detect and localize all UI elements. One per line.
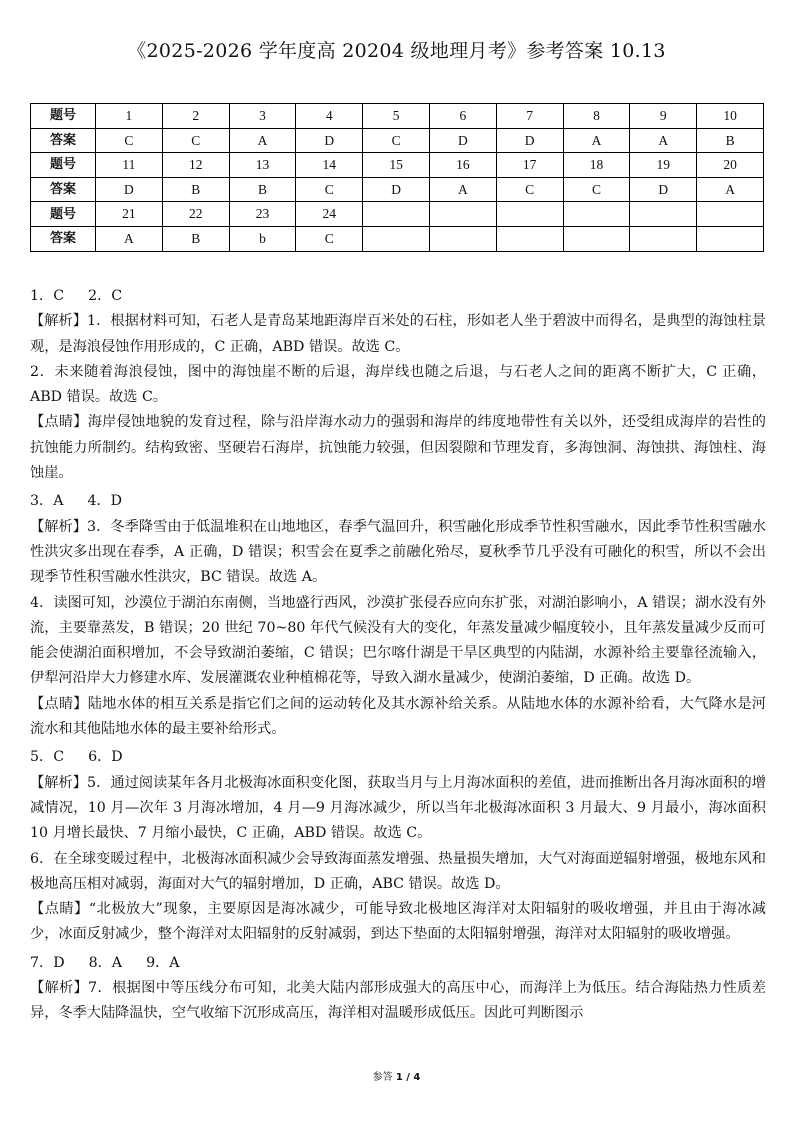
answer-cell (363, 226, 430, 251)
question-number-cell: 1 (96, 104, 163, 129)
answer-row (31, 128, 764, 153)
answer-cell: D (630, 177, 697, 202)
question-number-cell (563, 202, 630, 227)
analysis-paragraph: 6．在全球变暖过程中，北极海冰面积减少会导致海面蒸发增强、热量损失增加，大气对海面逆辐射增强，极地东风和极地高压相对减弱，海面对大气的辐射增加，D 正确，ABC 错误。故选 D。 (30, 850, 766, 892)
question-number-cell: 21 (96, 202, 163, 227)
answer-cell: A (630, 128, 697, 153)
page-number: 1 / 4 (395, 1072, 421, 1083)
analysis-paragraph: 【解析】5．通过阅读某年各月北极海冰面积变化图，获取当月与上月海冰面积的差值，进而推断出各月海冰面积的增减情况，10 月—次年 3 月海冰增加，4 月—9 月海冰减少，所以当年北极海冰面积 3 月最大、9 月最小，海冰面积 10 月增长最快、7 月缩小最快，C 正确，ABD 错误。故选 C。 (30, 774, 766, 842)
analysis-paragraph: 【解析】3．冬季降雪由于低温堆积在山地地区，春季气温回升，积雪融化形成季节性积雪融水，因此季节性积雪融水性洪灾多出现在春季，A 正确，D 错误；积雪会在夏季之前融化殆尽，夏秋季节几乎没有可融化的积雪，所以不会出现季节性积雪融水性洪灾，BC 错误。故选 A。 (30, 518, 766, 586)
answer-cell (563, 226, 630, 251)
analysis-paragraph: 【解析】7．根据图中等压线分布可知，北美大陆内部形成强大的高压中心，而海洋上为低压。结合海陆热力性质差异，冬季大陆降温快，空气收缩下沉形成高压，海洋相对温暖形成低压。因此可判断图示 (30, 980, 766, 1022)
question-number-cell: 16 (429, 153, 496, 178)
answer-cell: B (162, 226, 229, 251)
question-heading: 1．C 2．C (30, 288, 123, 304)
question-number-cell (496, 202, 563, 227)
question-number-row (31, 202, 764, 227)
answer-cell: C (296, 226, 363, 251)
answer-cell (630, 226, 697, 251)
page-footer: 参答 1 / 4 (372, 1072, 421, 1083)
question-number-cell: 10 (697, 104, 764, 129)
answer-cell: C (496, 177, 563, 202)
answer-cell (429, 226, 496, 251)
answer-cell: A (563, 128, 630, 153)
answer-table (30, 103, 764, 252)
answer-cell: B (697, 128, 764, 153)
answer-cell: C (296, 177, 363, 202)
answer-cell: C (363, 128, 430, 153)
question-number-cell: 14 (296, 153, 363, 178)
question-number-cell: 22 (162, 202, 229, 227)
question-number-cell: 20 (697, 153, 764, 178)
page-title: 《2025-2026 学年度高 20204 级地理月考》参考答案 10.13 (127, 40, 666, 62)
answer-cell: A (96, 226, 163, 251)
answer-cell: B (162, 177, 229, 202)
answer-cell: A (697, 177, 764, 202)
question-number-cell: 9 (630, 104, 697, 129)
question-number-cell: 3 (229, 104, 296, 129)
answer-cell: A (229, 128, 296, 153)
question-number-cell: 12 (162, 153, 229, 178)
answer-cell: D (429, 128, 496, 153)
row-label-answer: 答案 (31, 226, 96, 251)
question-number-cell: 2 (162, 104, 229, 129)
answer-cell: D (363, 177, 430, 202)
answer-cell: A (429, 177, 496, 202)
row-label-answer: 答案 (31, 128, 96, 153)
key-point-paragraph: 【点睛】陆地水体的相互关系是指它们之间的运动转化及其水源补给关系。从陆地水体的水源补给看，大气降水是河流水和其他陆地水体的最主要补给形式。 (30, 695, 766, 738)
question-number-cell (697, 202, 764, 227)
question-number-cell: 19 (630, 153, 697, 178)
question-number-row (31, 104, 764, 129)
question-number-cell: 7 (496, 104, 563, 129)
row-label-question: 题号 (31, 202, 96, 227)
row-label-question: 题号 (31, 153, 96, 178)
answer-cell: D (96, 177, 163, 202)
question-number-cell: 24 (296, 202, 363, 227)
analysis-paragraph: 【解析】1．根据材料可知，石老人是青岛某地距海岸百米处的石柱，形如老人坐于碧波中而得名，是典型的海蚀柱景观，是海浪侵蚀作用形成的，C 正确，ABD 错误。故选 C。 (30, 313, 766, 355)
question-number-row (31, 153, 764, 178)
answer-cell: D (296, 128, 363, 153)
answer-cell (496, 226, 563, 251)
question-number-cell: 6 (429, 104, 496, 129)
answer-row (31, 226, 764, 251)
question-number-cell (429, 202, 496, 227)
question-number-cell: 4 (296, 104, 363, 129)
question-number-cell: 17 (496, 153, 563, 178)
answer-cell: C (563, 177, 630, 202)
question-heading: 7．D 8．A 9．A (30, 954, 180, 971)
row-label-answer: 答案 (31, 177, 96, 202)
answer-cell: b (229, 226, 296, 251)
question-heading: 5．C 6．D (30, 749, 123, 766)
answer-cell: D (496, 128, 563, 153)
analysis-paragraph: 4．读图可知，沙漠位于湖泊东南侧，当地盛行西风，沙漠扩张侵吞应向东扩张，对湖泊影响小，A 错误；湖水没有外流，主要靠蒸发，B 错误；20 世纪 70~80 年代气候没有大的变化，年蒸发量减少幅度较小，且年蒸发量减少反而可能会使湖泊面积增加，不会导致湖泊萎缩，C 错误；巴尔喀什湖是干旱区典型的内陆湖，水源补给主要靠径流输入，伊犁河沿岸大力修建水库、发展灌溉农业种植棉花等，导致入湖水量减少，使湖泊萎缩，D 正确。故选 D。 (30, 594, 766, 687)
question-heading: 3．A 4．D (30, 493, 123, 510)
question-number-cell: 8 (563, 104, 630, 129)
answer-row (31, 177, 764, 202)
row-label-question: 题号 (31, 104, 96, 129)
question-number-cell: 15 (363, 153, 430, 178)
key-point-paragraph: 【点睛】海岸侵蚀地貌的发育过程，除与沿岸海水动力的强弱和海岸的纬度地带性有关以外，还受组成海岸的岩性的抗蚀能力所制约。结构致密、坚硬岩石海岸，抗蚀能力较强，但因裂隙和节理发育，多海蚀洞、海蚀拱、海蚀柱、海蚀崖。 (30, 414, 766, 482)
question-number-cell (363, 202, 430, 227)
explanation-body (30, 284, 766, 1027)
question-number-cell: 13 (229, 153, 296, 178)
question-number-cell: 5 (363, 104, 430, 129)
question-number-cell: 23 (229, 202, 296, 227)
answer-cell: C (162, 128, 229, 153)
question-number-cell (630, 202, 697, 227)
question-number-cell: 18 (563, 153, 630, 178)
analysis-paragraph: 2．未来随着海浪侵蚀，图中的海蚀崖不断的后退，海岸线也随之后退，与石老人之间的距离不断扩大，C 正确，ABD 错误。故选 C。 (30, 363, 766, 406)
answer-cell: B (229, 177, 296, 202)
key-point-paragraph: 【点睛】“北极放大”现象，主要原因是海冰减少，可能导致北极地区海洋对太阳辐射的吸收增强，并且由于海冰减少，冰面反射减少，整个海洋对太阳辐射的反射减弱，到达下垫面的太阳辐射增强，海洋对太阳辐射的吸收增强。 (30, 901, 766, 943)
question-number-cell: 11 (96, 153, 163, 178)
answer-cell: C (96, 128, 163, 153)
answer-cell (697, 226, 764, 251)
